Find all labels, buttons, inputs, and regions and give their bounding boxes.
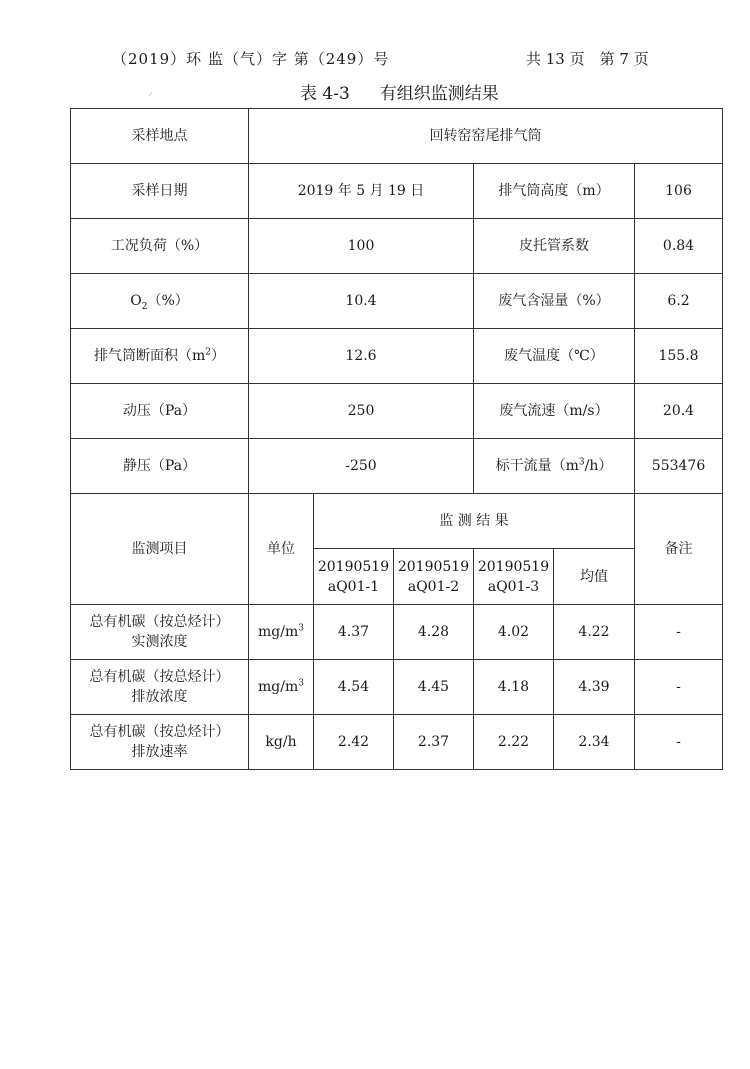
table-number: 表 4-3 [300, 84, 350, 104]
value-3: 4.02 [474, 605, 554, 660]
unit: $mg/m^3$ [249, 660, 314, 715]
flow-label: 标干流量$(m^3/h)$ [474, 439, 635, 494]
table-row [71, 109, 723, 164]
item-name: 总有机碳（按总烃计） 排放浓度 [71, 660, 249, 715]
value-2: 2.37 [394, 715, 474, 770]
site-label: 采样地点 [71, 109, 249, 164]
remark: - [635, 660, 723, 715]
table-row [71, 715, 723, 770]
item-name: 总有机碳（按总烃计） 排放速率 [71, 715, 249, 770]
table-row [71, 274, 723, 329]
moisture-value: 6.2 [635, 274, 723, 329]
static-pressure-value: -250 [249, 439, 474, 494]
remark: - [635, 605, 723, 660]
results-header: 监 测 结 果 [314, 494, 635, 549]
scan-mark: ⸝ [148, 87, 153, 98]
dynamic-pressure-label: 动压（Pa） [71, 384, 249, 439]
unit: $mg/m^3$ [249, 605, 314, 660]
sample-2-header: 20190519 aQ01-2 [394, 549, 474, 605]
table-row [71, 494, 723, 549]
remark: - [635, 715, 723, 770]
monitoring-table [70, 108, 723, 770]
stack-height-value: 106 [635, 164, 723, 219]
item-name: 总有机碳（按总烃计） 实测浓度 [71, 605, 249, 660]
table-row [71, 329, 723, 384]
velocity-value: 20.4 [635, 384, 723, 439]
table-row [71, 605, 723, 660]
date-value: 2019 年 5 月 19 日 [249, 164, 474, 219]
load-label: 工况负荷（%） [71, 219, 249, 274]
table-row [71, 219, 723, 274]
sample-1-header: 20190519 aQ01-1 [314, 549, 394, 605]
value-1: 4.37 [314, 605, 394, 660]
value-2: 4.28 [394, 605, 474, 660]
table-caption [300, 79, 499, 104]
document-number: （2019）环 监（气）字 第（249）号 [112, 50, 390, 68]
value-2: 4.45 [394, 660, 474, 715]
load-value: 100 [249, 219, 474, 274]
area-label: 排气筒断面积$(m^2)$ [71, 329, 249, 384]
velocity-label: 废气流速（m/s） [474, 384, 635, 439]
item-header: 监测项目 [71, 494, 249, 605]
flow-value: 553476 [635, 439, 723, 494]
value-3: 4.18 [474, 660, 554, 715]
average-value: 4.39 [554, 660, 635, 715]
unit: kg/h [249, 715, 314, 770]
area-value: 12.6 [249, 329, 474, 384]
table-row [71, 164, 723, 219]
page-info: 共 13 页 第 7 页 [526, 50, 649, 68]
value-3: 2.22 [474, 715, 554, 770]
average-value: 2.34 [554, 715, 635, 770]
date-label: 采样日期 [71, 164, 249, 219]
average-value: 4.22 [554, 605, 635, 660]
stack-height-label: 排气筒高度（m） [474, 164, 635, 219]
table-row [71, 384, 723, 439]
temperature-value: 155.8 [635, 329, 723, 384]
value-1: 4.54 [314, 660, 394, 715]
temperature-label: 废气温度（℃） [474, 329, 635, 384]
table-row [71, 439, 723, 494]
o2-label: $O_2(\%)$ [71, 274, 249, 329]
dynamic-pressure-value: 250 [249, 384, 474, 439]
pitot-label: 皮托管系数 [474, 219, 635, 274]
average-header: 均值 [554, 549, 635, 605]
site-value: 回转窑窑尾排气筒 [249, 109, 723, 164]
table-title: 有组织监测结果 [379, 84, 499, 104]
sample-3-header: 20190519 aQ01-3 [474, 549, 554, 605]
o2-value: 10.4 [249, 274, 474, 329]
static-pressure-label: 静压（Pa） [71, 439, 249, 494]
table-row [71, 660, 723, 715]
value-1: 2.42 [314, 715, 394, 770]
remark-header: 备注 [635, 494, 723, 605]
pitot-value: 0.84 [635, 219, 723, 274]
unit-header: 单位 [249, 494, 314, 605]
moisture-label: 废气含湿量（%） [474, 274, 635, 329]
